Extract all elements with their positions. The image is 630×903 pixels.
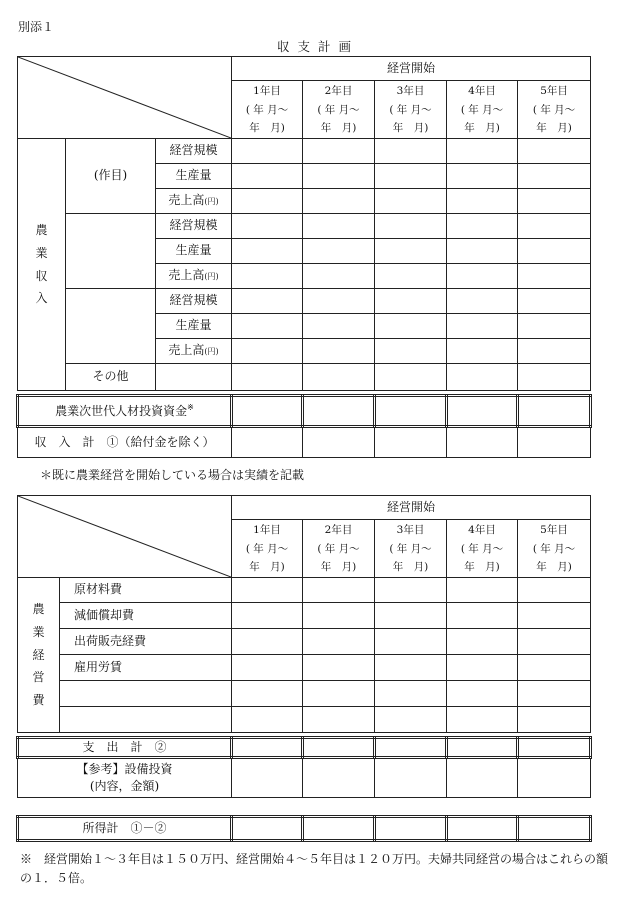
year-2-header: 2年目 ( 年 月～ 年 月) [303, 81, 375, 139]
expense-item-blank[interactable] [60, 707, 232, 733]
year-2-header: 2年目 ( 年 月～ 年 月) [303, 520, 375, 578]
cell[interactable] [518, 289, 591, 314]
cell[interactable] [518, 603, 591, 629]
cell[interactable] [232, 817, 303, 841]
income-total-label: 収 入 計 ①（給付金を除く） [18, 427, 232, 458]
income-total-table [16, 815, 592, 842]
cell[interactable] [447, 629, 518, 655]
income-table [16, 56, 592, 458]
cell[interactable] [232, 681, 303, 707]
year-1-header: 1年目 ( 年 月～ 年 月) [232, 81, 303, 139]
other-blank[interactable] [156, 364, 232, 391]
cell[interactable] [375, 655, 447, 681]
cell[interactable] [303, 629, 375, 655]
cell[interactable] [518, 189, 591, 214]
cell[interactable] [518, 629, 591, 655]
expense-item-blank[interactable] [60, 681, 232, 707]
expense-item-shipping: 出荷販売経費 [60, 629, 232, 655]
crop-blank[interactable] [66, 289, 156, 364]
cell[interactable] [447, 578, 518, 603]
income-group-label: 農 業 収 入 [18, 139, 66, 391]
cell[interactable] [447, 738, 518, 758]
cell[interactable] [303, 339, 375, 364]
attachment-label: 別添１ [18, 20, 55, 34]
row-label-production: 生産量 [156, 164, 232, 189]
cell[interactable] [375, 681, 447, 707]
cell[interactable] [375, 189, 447, 214]
cell[interactable] [375, 139, 447, 164]
cell[interactable] [232, 239, 303, 264]
cell[interactable] [375, 239, 447, 264]
year-3-header: 3年目 ( 年 月～ 年 月) [375, 520, 447, 578]
cell[interactable] [303, 164, 375, 189]
cell[interactable] [303, 707, 375, 733]
cell[interactable] [375, 817, 447, 841]
cell[interactable] [518, 578, 591, 603]
cell[interactable] [375, 289, 447, 314]
row-label-scale: 経営規模 [156, 214, 232, 239]
cell[interactable] [303, 817, 375, 841]
row-label-sales: 売上高(円) [156, 189, 232, 214]
management-start-header: 経営開始 [232, 496, 591, 520]
cell[interactable] [518, 364, 591, 391]
cell[interactable] [303, 396, 375, 427]
cell[interactable] [232, 629, 303, 655]
year-5-header: 5年目 ( 年 月～ 年 月) [518, 81, 591, 139]
cell[interactable] [232, 655, 303, 681]
cell[interactable] [303, 603, 375, 629]
cell[interactable] [232, 707, 303, 733]
header-diagonal-cell [18, 496, 232, 578]
subsidy-label: 農業次世代人材投資資金※ [18, 396, 232, 427]
cell[interactable] [375, 164, 447, 189]
cell[interactable] [447, 264, 518, 289]
cell[interactable] [232, 139, 303, 164]
cell[interactable] [232, 578, 303, 603]
cell[interactable] [518, 339, 591, 364]
cell[interactable] [375, 603, 447, 629]
cell[interactable] [375, 339, 447, 364]
expense-group-label: 農 業 経 営 費 [18, 578, 60, 733]
cell[interactable] [518, 314, 591, 339]
row-label-sales: 売上高(円) [156, 339, 232, 364]
header-diagonal-cell [18, 57, 232, 139]
crop-label: (作目) [66, 139, 156, 214]
cell[interactable] [447, 214, 518, 239]
cell[interactable] [303, 239, 375, 264]
cell[interactable] [518, 214, 591, 239]
year-1-header: 1年目 ( 年 月～ 年 月) [232, 520, 303, 578]
cell[interactable] [447, 603, 518, 629]
cell[interactable] [375, 427, 447, 458]
cell[interactable] [447, 707, 518, 733]
cell[interactable] [232, 189, 303, 214]
cell[interactable] [518, 681, 591, 707]
reference-investment-label: 【参考】設備投資 (内容，金額) [18, 758, 232, 798]
cell[interactable] [518, 264, 591, 289]
row-label-sales: 売上高(円) [156, 264, 232, 289]
cell[interactable] [447, 164, 518, 189]
cell[interactable] [447, 655, 518, 681]
crop-blank[interactable] [66, 214, 156, 289]
cell[interactable] [303, 314, 375, 339]
expense-table [16, 495, 592, 798]
cell[interactable] [447, 427, 518, 458]
cell[interactable] [447, 339, 518, 364]
other-label: その他 [66, 364, 156, 391]
cell[interactable] [375, 364, 447, 391]
expense-item-materials: 原材料費 [60, 578, 232, 603]
cell[interactable] [232, 427, 303, 458]
cell[interactable] [518, 738, 591, 758]
net-income-label: 所得計 ①－② [18, 817, 232, 841]
cell[interactable] [447, 681, 518, 707]
cell[interactable] [303, 655, 375, 681]
cell[interactable] [232, 364, 303, 391]
cell[interactable] [303, 681, 375, 707]
row-label-production: 生産量 [156, 314, 232, 339]
cell[interactable] [375, 314, 447, 339]
cell[interactable] [375, 629, 447, 655]
cell[interactable] [232, 603, 303, 629]
cell[interactable] [375, 738, 447, 758]
cell[interactable] [518, 758, 591, 798]
cell[interactable] [303, 139, 375, 164]
cell[interactable] [375, 264, 447, 289]
cell[interactable] [447, 189, 518, 214]
cell[interactable] [518, 164, 591, 189]
year-4-header: 4年目 ( 年 月～ 年 月) [447, 81, 518, 139]
cell[interactable] [303, 427, 375, 458]
management-start-header: 経営開始 [232, 57, 591, 81]
row-label-scale: 経営規模 [156, 139, 232, 164]
cell[interactable] [447, 289, 518, 314]
cell[interactable] [375, 396, 447, 427]
cell[interactable] [232, 214, 303, 239]
cell[interactable] [232, 164, 303, 189]
expense-item-labor: 雇用労賃 [60, 655, 232, 681]
cell[interactable] [303, 758, 375, 798]
cell[interactable] [303, 289, 375, 314]
cell[interactable] [232, 289, 303, 314]
page-title: 収 支 計 画 [277, 39, 353, 54]
cell[interactable] [232, 758, 303, 798]
cell[interactable] [518, 239, 591, 264]
bottom-note: ※ 経営開始１～３年目は１５０万円、経営開始４～５年目は１２０万円。夫婦共同経営の場合はこれらの額の１．５倍。 [20, 852, 609, 886]
cell[interactable] [447, 396, 518, 427]
cell[interactable] [447, 817, 518, 841]
year-3-header: 3年目 ( 年 月～ 年 月) [375, 81, 447, 139]
row-label-scale: 経営規模 [156, 289, 232, 314]
cell[interactable] [518, 707, 591, 733]
cell[interactable] [232, 738, 303, 758]
cell[interactable] [375, 758, 447, 798]
cell[interactable] [232, 339, 303, 364]
cell[interactable] [232, 396, 303, 427]
cell[interactable] [303, 214, 375, 239]
cell[interactable] [232, 314, 303, 339]
cell[interactable] [447, 139, 518, 164]
cell[interactable] [303, 264, 375, 289]
cell[interactable] [303, 189, 375, 214]
income-footnote: ＊既に農業経営を開始している場合は実績を記載 [40, 468, 305, 482]
cell[interactable] [518, 427, 591, 458]
cell[interactable] [375, 578, 447, 603]
expense-item-depreciation: 減価償却費 [60, 603, 232, 629]
cell[interactable] [447, 364, 518, 391]
cell[interactable] [518, 817, 591, 841]
row-label-production: 生産量 [156, 239, 232, 264]
year-4-header: 4年目 ( 年 月～ 年 月) [447, 520, 518, 578]
cell[interactable] [518, 655, 591, 681]
cell[interactable] [303, 364, 375, 391]
year-5-header: 5年目 ( 年 月～ 年 月) [518, 520, 591, 578]
cell[interactable] [447, 239, 518, 264]
cell[interactable] [375, 214, 447, 239]
cell[interactable] [303, 578, 375, 603]
cell[interactable] [518, 396, 591, 427]
cell[interactable] [303, 738, 375, 758]
cell[interactable] [232, 264, 303, 289]
cell[interactable] [447, 758, 518, 798]
cell[interactable] [518, 139, 591, 164]
expense-total-label: 支 出 計 ② [18, 738, 232, 758]
cell[interactable] [447, 314, 518, 339]
cell[interactable] [375, 707, 447, 733]
